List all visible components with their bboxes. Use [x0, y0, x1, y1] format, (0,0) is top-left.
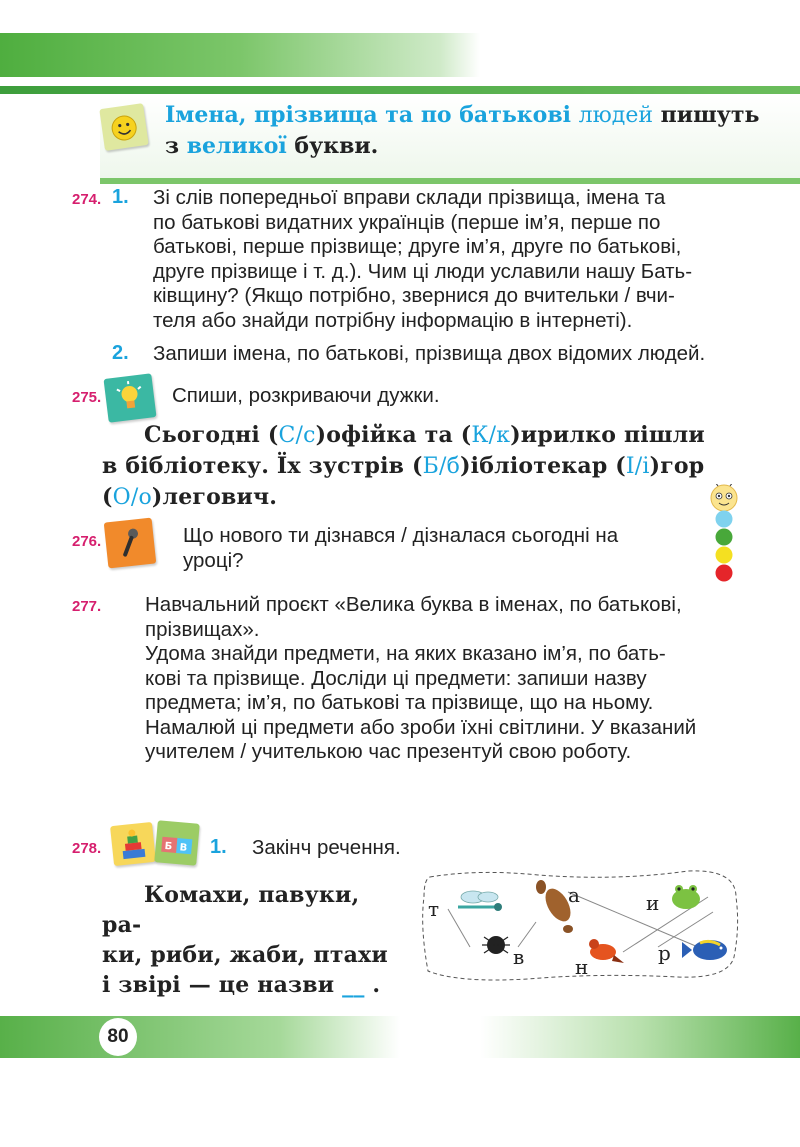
- puzzle-letter-i: и: [646, 891, 660, 915]
- microphone-sticker: [104, 518, 157, 569]
- rule-line-1: Імена, прізвища та по батькові людей пишуть: [165, 102, 760, 128]
- block-label-2: В: [179, 842, 188, 854]
- header-band: [0, 33, 800, 77]
- puzzle-letter-a: а: [568, 883, 580, 907]
- exercise-274-text: Зі слів попередньої вправи склади прізвища, імена та по батькові видатних українців (перше ім’я, перше по батькові, перше прізвище; друге ім’я, друге по батькові, друге прізвище і т. д.). Чим ці люди уславили нашу Бать- ківщину? (Якщо потрібно, звернися до вчительки / вчи- теля або знайди потрібну інформацію в інтернеті).: [153, 186, 693, 332]
- smiley-sticker: [99, 103, 148, 151]
- blocks-sticker-2: [154, 820, 200, 866]
- letter-blocks-icon: [154, 820, 200, 866]
- exercise-278-sentence: Комахи, павуки, ра- ки, риби, жаби, птахи і звірі — це назви __ .: [102, 882, 388, 998]
- exercise-277-text: Навчальний проєкт «Велика буква в іменах, по батькові, прізвищах». Удома знайди предмети, на яких вказано ім’я, по бать- кові та прізвище. Досліди ці предмети: запиши назву предмета; ім’я, по батькові та прізвище, що на ньому. Намалюй ці предмети або зроби їхні світлини. У вказаний учителем / учителькою час презентуй свою роботу.: [145, 593, 697, 763]
- exercise-274-number: 274.: [72, 191, 102, 208]
- exercise-275-number: 275.: [72, 389, 102, 406]
- exercise-276-text: Що нового ти дізнався / дізналася сьогодні на уроці?: [183, 524, 619, 572]
- puzzle-letter-n: н: [575, 955, 589, 979]
- spider-icon: [482, 936, 510, 954]
- lightbulb-icon: [103, 373, 156, 423]
- exercise-275-line-1: Сьогодні (С/с)офійка та (К/к)ирилко пішли: [144, 422, 705, 448]
- exercise-278-number: 278.: [72, 840, 102, 857]
- exercise-278-task: Закінч речення.: [252, 836, 401, 859]
- exercise-274-sub2: 2.: [112, 342, 129, 364]
- exercise-277-number: 277.: [72, 598, 102, 615]
- exercise-278-sub1: 1.: [210, 836, 227, 858]
- lightbulb-sticker: [103, 373, 156, 423]
- rule-text: [165, 100, 765, 161]
- smiley-icon: [99, 103, 148, 151]
- toy-pyramid-icon: [110, 822, 156, 866]
- microphone-icon: [104, 518, 157, 569]
- puzzle-letter-r: р: [658, 941, 671, 965]
- rule-line-2: з великої букви.: [165, 133, 379, 159]
- exercise-274-task2: Запиши імена, по батькові, прізвища двох відомих людей.: [153, 342, 706, 365]
- blocks-sticker-1: [110, 822, 156, 866]
- page-number: 80: [99, 1018, 137, 1056]
- header-line: [0, 86, 800, 94]
- exercise-275-line-2: в бібліотеку. Їх зустрів (Б/б)ібліотекар (І/і)гор: [102, 453, 705, 479]
- exercise-274-sub1: 1.: [112, 186, 129, 208]
- answer-blank: __: [342, 972, 365, 998]
- puzzle-letter-t: т: [428, 897, 440, 921]
- exercise-275-task: Спиши, розкриваючи дужки.: [172, 384, 440, 407]
- exercise-275-text: [102, 420, 752, 513]
- exercise-275-line-3: (О/о)легович.: [102, 484, 278, 510]
- puzzle-letter-v: в: [513, 945, 525, 969]
- exercise-276-number: 276.: [72, 533, 102, 550]
- animal-letter-puzzle: [418, 867, 740, 983]
- block-label-1: Б: [164, 840, 173, 853]
- caterpillar-light-icon: [700, 484, 750, 586]
